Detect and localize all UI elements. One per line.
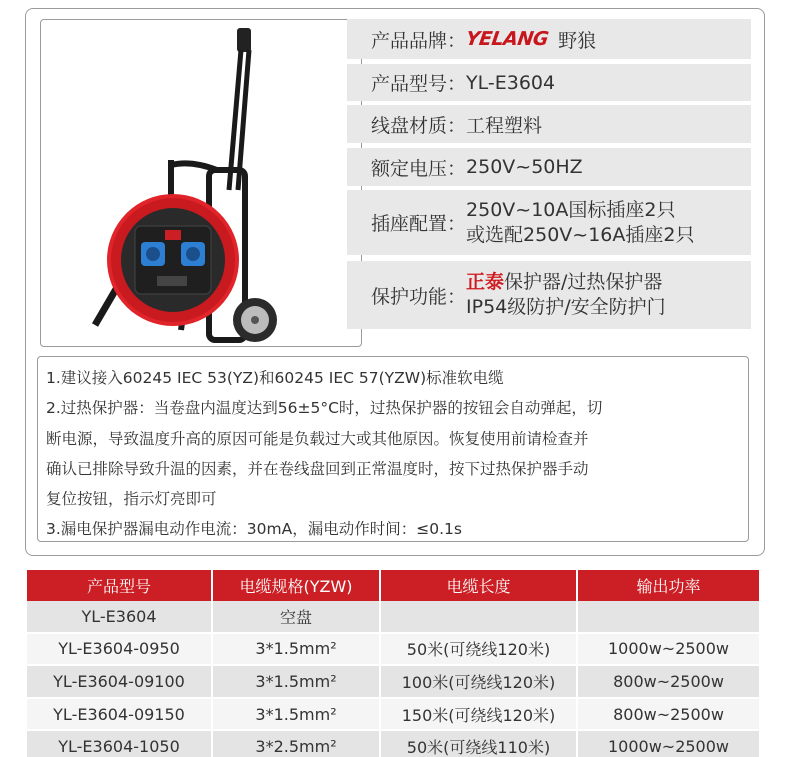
model-value: YL-E3604 <box>466 71 556 94</box>
spec-row-protection <box>347 261 751 329</box>
cell-output-power: 1000w~2500w <box>578 634 759 665</box>
cell-model: YL-E3604 <box>27 601 213 632</box>
table-row <box>27 731 759 757</box>
header-cable-spec: 电缆规格(YZW) <box>213 570 381 601</box>
cell-output-power: 800w~2500w <box>578 666 759 697</box>
cell-cable-length: 50米(可绕线120米) <box>381 634 578 665</box>
protect-line-1 <box>466 270 666 295</box>
material-label: 线盘材质： <box>371 114 467 137</box>
cell-output-power: 1000w~2500w <box>578 731 759 757</box>
socket-line-1: 250V~10A国标插座2只 <box>466 198 676 221</box>
brand-name: 野狼 <box>558 29 597 52</box>
spec-row-material <box>347 105 751 143</box>
cell-output-power: 800w~2500w <box>578 699 759 730</box>
socket-line-2: 或选配250V~16A插座2只 <box>466 223 695 246</box>
note-line: 断电源，导致温度升高的原因可能是负载过大或其他原因。恢复使用前请检查并 <box>46 429 589 448</box>
cable-reel-trolley-image <box>41 20 362 347</box>
protect-line-1-rest: 保护器/过热保护器 <box>504 271 663 293</box>
usage-notes <box>37 356 749 542</box>
cell-cable-spec: 3*1.5mm² <box>213 699 381 730</box>
cell-cable-length <box>381 601 578 632</box>
note-line: 2.过热保护器：当卷盘内温度达到56±5°C时，过热保护器的按钮会自动弹起，切 <box>46 399 603 418</box>
note-line: 1.建议接入60245 IEC 53(YZ)和60245 IEC 57(YZW)标准软电缆 <box>46 369 504 387</box>
cell-cable-length: 150米(可绕线120米) <box>381 699 578 730</box>
table-row <box>27 601 759 634</box>
voltage-label: 额定电压： <box>371 157 467 180</box>
header-cable-length: 电缆长度 <box>381 570 578 601</box>
protect-label: 保护功能： <box>371 285 467 308</box>
header-model: 产品型号 <box>27 570 213 601</box>
socket-label: 插座配置： <box>371 213 467 235</box>
product-photo <box>40 19 362 347</box>
spec-row-model <box>347 64 751 101</box>
cell-output-power <box>578 601 759 632</box>
header-output-power: 输出功率 <box>578 570 759 601</box>
cell-cable-spec: 3*2.5mm² <box>213 731 381 757</box>
cell-model: YL-E3604-09100 <box>27 666 213 697</box>
cell-cable-length: 50米(可绕线110米) <box>381 731 578 757</box>
table-row <box>27 634 759 667</box>
spec-row-brand <box>347 19 751 59</box>
cell-cable-spec: 3*1.5mm² <box>213 666 381 697</box>
table-row <box>27 699 759 732</box>
spec-row-socket <box>347 190 751 255</box>
brand-label: 产品品牌： <box>371 29 467 52</box>
cell-model: YL-E3604-1050 <box>27 731 213 757</box>
note-line: 确认已排除导致升温的因素，并在卷线盘回到正常温度时，按下过热保护器手动 <box>46 459 589 478</box>
note-line: 3.漏电保护器漏电动作电流：30mA，漏电动作时间：≤0.1s <box>46 520 462 539</box>
cell-cable-length: 100米(可绕线120米) <box>381 666 578 697</box>
cell-cable-spec: 空盘 <box>213 601 381 632</box>
protect-line-2: IP54级防护/安全防护门 <box>466 296 666 318</box>
protect-brand-highlight: 正泰 <box>466 271 505 293</box>
note-line: 复位按钮，指示灯亮即可 <box>46 490 217 509</box>
voltage-value: 250V~50HZ <box>466 156 583 178</box>
cell-model: YL-E3604-0950 <box>27 634 213 665</box>
spec-row-voltage <box>347 148 751 186</box>
cell-cable-spec: 3*1.5mm² <box>213 634 381 665</box>
brand-logo: YELANG <box>464 28 550 50</box>
model-label: 产品型号： <box>371 73 467 95</box>
model-table <box>27 570 759 757</box>
table-header <box>27 570 759 601</box>
table-row <box>27 666 759 699</box>
material-value: 工程塑料 <box>466 114 543 137</box>
cell-model: YL-E3604-09150 <box>27 699 213 730</box>
